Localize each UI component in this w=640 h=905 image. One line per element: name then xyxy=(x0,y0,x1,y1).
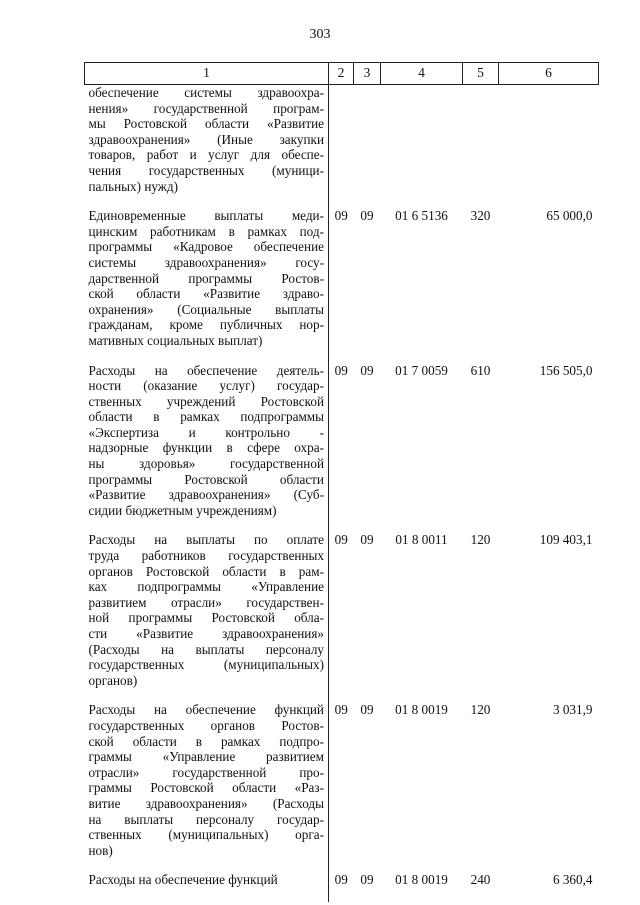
description-line: нения» государственной програм- xyxy=(88,100,324,116)
description-line: ской области «Развитие здраво- xyxy=(88,286,324,302)
row-target-item-code: 01 8 0019 xyxy=(395,702,448,718)
table-row xyxy=(85,85,599,209)
row-amount: 65 000,0 xyxy=(546,208,593,224)
description-line: (Расходы на выплаты персоналу xyxy=(88,641,324,657)
description-line: надзорные функции в сфере охра- xyxy=(88,440,324,456)
row-section-code xyxy=(329,85,354,209)
description-line: развитием отрасли» государствен- xyxy=(88,594,324,610)
description-line: государственных (муниципальных) xyxy=(88,657,324,673)
description-line: органов Ростовской области в рам- xyxy=(88,563,324,579)
description-line: области в рамках подпрограммы xyxy=(88,409,324,425)
row-target-item-code: 01 6 5136 xyxy=(395,208,448,224)
description-line: мы Ростовской области «Развитие xyxy=(88,116,324,132)
row-subsection-code: 09 xyxy=(360,208,374,224)
description-line: на выплаты персоналу государ- xyxy=(88,811,324,827)
row-target-item-code: 01 7 0059 xyxy=(395,362,448,378)
description-line: отрасли» государственной про- xyxy=(88,764,324,780)
table-row xyxy=(85,208,599,362)
description-line: труда работников государственных xyxy=(88,548,324,564)
description-line: граммы Ростовской области «Раз- xyxy=(88,780,324,796)
description-line: ны здоровья» государственной xyxy=(88,456,324,472)
row-amount: 3 031,9 xyxy=(552,702,593,718)
header-col-1: 1 xyxy=(85,63,329,85)
header-col-6: 6 xyxy=(499,63,599,85)
description-line: мативных социальных выплат) xyxy=(88,332,263,348)
header-col-2: 2 xyxy=(329,63,354,85)
page-number: 303 xyxy=(309,27,331,42)
description-line: цинским работникам в рамках под- xyxy=(88,223,324,239)
description-line: программы Ростовской области xyxy=(88,471,324,487)
description-line: ской области в рамках подпро- xyxy=(88,733,324,749)
header-col-3: 3 xyxy=(354,63,381,85)
description-line: Единовременные выплаты меди- xyxy=(88,208,324,224)
row-subsection-code: 09 xyxy=(360,872,374,888)
description-line: ках подпрограммы «Управление xyxy=(88,579,324,595)
description-line: здравоохранения» (Иные закупки xyxy=(88,131,324,147)
description-line: сти «Развитие здравоохранения» xyxy=(88,626,324,641)
description-line: ственных (муниципальных) орга- xyxy=(88,827,324,843)
row-section-code: 09 xyxy=(334,872,348,888)
description-line: Расходы на обеспечение функций xyxy=(88,702,324,718)
description-line: товаров, работ и услуг для обеспе- xyxy=(88,147,324,163)
row-section-code: 09 xyxy=(334,702,348,718)
description-line: программы «Кадровое обеспечение xyxy=(88,239,324,255)
row-subsection-code: 09 xyxy=(360,532,374,548)
description-line: системы здравоохранения» госу- xyxy=(88,254,324,270)
row-expense-type-code: 120 xyxy=(470,702,491,718)
description-line: «Экспертиза и контрольно - xyxy=(88,424,324,440)
table-row xyxy=(85,872,599,902)
row-subsection-code: 09 xyxy=(360,362,374,378)
description-line: органов) xyxy=(88,672,138,688)
row-amount: 156 505,0 xyxy=(539,362,593,378)
description-line: гражданам, кроме публичных нор- xyxy=(88,317,324,333)
table-body xyxy=(85,85,599,902)
row-expense-type-code: 320 xyxy=(470,208,491,224)
description-line: граммы «Управление развитием xyxy=(88,749,324,765)
row-subsection-code: 09 xyxy=(360,702,374,718)
header-col-4: 4 xyxy=(381,63,463,85)
row-amount: 6 360,4 xyxy=(552,872,593,888)
table-row xyxy=(85,363,599,533)
row-expense-type-code xyxy=(463,85,499,209)
row-amount: 109 403,1 xyxy=(539,532,593,548)
description-line: сидии бюджетным учреждениям) xyxy=(88,502,277,518)
row-expense-type-code: 120 xyxy=(470,532,491,548)
description-line: ственных учреждений Ростовской xyxy=(88,393,324,409)
description-line: «Развитие здравоохранения» (Суб- xyxy=(88,487,324,503)
row-section-code: 09 xyxy=(334,532,348,548)
description-line: обеспечение системы здравоохра- xyxy=(88,85,324,100)
description-line: чения государственных (муници- xyxy=(88,162,324,178)
description-line: дарственной программы Ростов- xyxy=(88,270,324,286)
description-line: ной программы Ростовской обла- xyxy=(88,610,324,626)
row-expense-type-code: 610 xyxy=(470,362,491,378)
row-description xyxy=(85,208,329,362)
row-description xyxy=(85,872,329,902)
description-line: витие здравоохранения» (Расходы xyxy=(88,795,324,811)
description-line: государственных органов Ростов- xyxy=(88,717,324,733)
header-col-5: 5 xyxy=(463,63,499,85)
description-line: Расходы на выплаты по оплате xyxy=(88,532,324,548)
row-description xyxy=(85,363,329,533)
description-line: пальных) нужд) xyxy=(88,178,179,194)
table-row xyxy=(85,532,599,702)
row-subsection-code xyxy=(354,85,381,209)
description-line: нов) xyxy=(88,842,113,858)
row-description xyxy=(85,702,329,872)
row-target-item-code xyxy=(381,85,463,209)
row-target-item-code: 01 8 0011 xyxy=(395,532,448,548)
row-section-code: 09 xyxy=(334,208,348,224)
description-line: охранения» (Социальные выплаты xyxy=(88,301,324,317)
table-header xyxy=(85,63,599,85)
row-description xyxy=(85,532,329,702)
description-line: Расходы на обеспечение функций xyxy=(88,872,278,888)
row-section-code: 09 xyxy=(334,362,348,378)
row-amount xyxy=(499,85,599,209)
description-line: Расходы на обеспечение деятель- xyxy=(88,362,324,378)
description-line: ности (оказание услуг) государ- xyxy=(88,378,324,394)
row-target-item-code: 01 8 0019 xyxy=(395,872,448,888)
row-expense-type-code: 240 xyxy=(470,872,491,888)
table-row xyxy=(85,702,599,872)
budget-table xyxy=(84,62,599,902)
row-description xyxy=(85,85,329,209)
